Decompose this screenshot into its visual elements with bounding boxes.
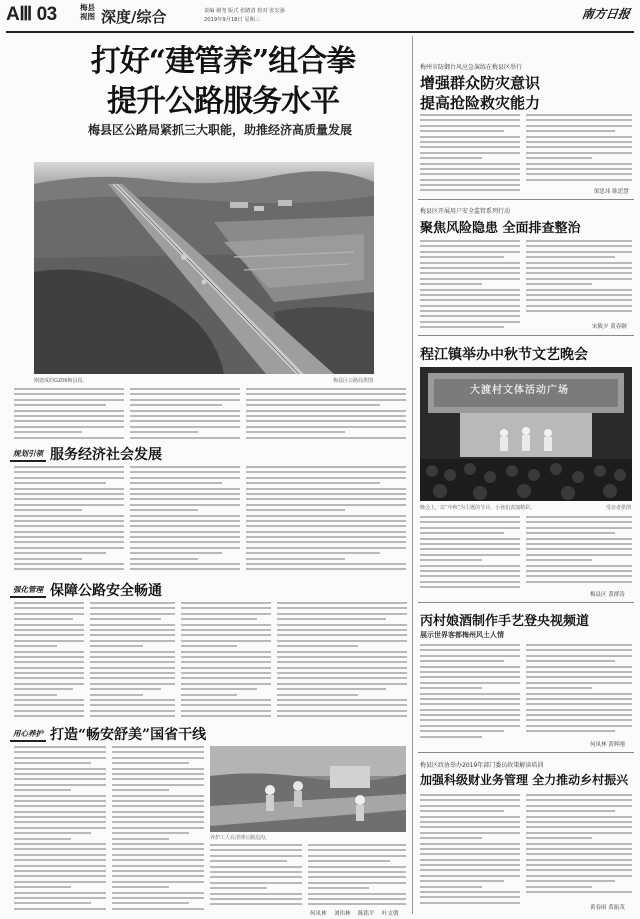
story1-kicker: 梅州市防御台风应急演练在梅县区举行 [420, 64, 523, 71]
section-tag-2: 强化管理 [10, 583, 46, 598]
lead-body-col-3 [246, 388, 406, 440]
editor-credits: 责编 谢尧 版式 张踏清 校对 张宏强 [204, 8, 285, 14]
lead-body-col-2 [130, 388, 240, 440]
section2-col-1 [14, 602, 84, 720]
section1-col-2 [130, 466, 240, 576]
section2-col-2 [90, 602, 175, 720]
section-title-2: 保障公路安全畅通 [50, 583, 162, 599]
story2-byline: 宋筱夕 黄春颢 [592, 324, 627, 330]
section3-col-3 [210, 844, 302, 906]
section-label: 深度/综合 [101, 8, 167, 26]
footer-byline-1: 何凤林 [310, 911, 327, 917]
section-head-3 [10, 724, 206, 744]
maintenance-photo [210, 746, 406, 832]
lead-headline-line1: 打好“建管养”组合拳 [90, 44, 356, 79]
lead-photo-highway [34, 162, 374, 374]
edition-label: 梅县视图 [80, 3, 95, 21]
road-workers-image [210, 746, 406, 832]
story3-divider [418, 602, 634, 603]
stage-banner-text: 大渡村文体活动广场 [470, 385, 569, 396]
story2-col-1 [420, 240, 520, 330]
story4-divider [418, 752, 634, 753]
story5-col-1 [420, 794, 520, 906]
story2-divider [418, 335, 634, 336]
story1-byline: 梁思玮 陈思慧 [594, 189, 629, 195]
lead-photo-credit: 梅县区公路局供图 [333, 378, 374, 384]
footer-byline-2: 刘伟林 [334, 911, 351, 917]
story1-col-2 [526, 114, 632, 186]
story5-title: 加强科级财业务管理 全力推动乡村振兴 [420, 773, 629, 787]
story4-subtitle: 展示世界客都梅州风土人情 [420, 631, 504, 639]
story2-kicker: 梅县区开展用户安全监管系列行动 [420, 208, 511, 215]
story3-col-1 [420, 516, 520, 592]
story3-photo-caption: 晚会上，以“中秋”为主题的节目，小孩们表演精彩。 [420, 505, 536, 511]
footer-byline-3: 陈铭平 [358, 911, 375, 917]
section-tag-3: 用心养护 [10, 727, 46, 742]
story1-divider [418, 199, 634, 200]
highway-aerial-image [34, 162, 374, 374]
story5-byline: 黄春雨 黄振茂 [590, 905, 625, 911]
story3-title: 程江镇举办中秋节文艺晚会 [420, 347, 588, 363]
paper-logo: 南方日报 [580, 7, 631, 21]
story2-col-2 [526, 240, 632, 316]
section2-col-3 [181, 602, 271, 720]
section-head-2 [10, 580, 162, 600]
footer-byline-4: 叶文朝 [382, 911, 399, 917]
section-tag-1: 规划引领 [10, 447, 46, 462]
story3-col-2 [526, 516, 632, 586]
section3-col-1 [14, 746, 106, 914]
story4-col-1 [420, 644, 520, 742]
story5-kicker: 梅县区政协举办2019年部门委员政策解读培训 [420, 762, 544, 769]
story4-title: 丙村娘酒制作手艺登央视频道 [420, 614, 590, 629]
maintenance-photo-caption: 养护工人在清理公路边沟。 [210, 835, 271, 841]
section-head-1 [10, 444, 162, 464]
column-divider [412, 36, 413, 914]
section-title-1: 服务经济社会发展 [50, 447, 162, 463]
story1-title-line1: 增强群众防灾意识 [420, 74, 541, 92]
lead-headline-line2: 提升公路服务水平 [107, 84, 339, 119]
story4-byline: 何凤林 黄辉刚 [590, 742, 625, 748]
story4-col-2 [526, 644, 632, 736]
section-title-3: 打造“畅安舒美”国省干线 [50, 727, 207, 743]
masthead [0, 0, 640, 30]
story3-byline: 梅县区 黄群涛 [590, 592, 625, 598]
section1-col-3 [246, 466, 406, 576]
masthead-rule [6, 31, 634, 33]
lead-subhead: 梅县区公路局紧抓三大职能，助推经济高质量发展 [87, 123, 352, 137]
lead-body-col-1 [14, 388, 124, 440]
section2-col-4 [277, 602, 407, 720]
story1-col-1 [420, 114, 520, 194]
lead-photo-caption: 刚建成的G206梅县段。 [34, 378, 88, 384]
story3-photo [420, 367, 632, 501]
story5-col-2 [526, 794, 632, 898]
story3-photo-credit: 受访者供图 [606, 505, 632, 511]
section1-col-1 [14, 466, 124, 576]
section3-col-4 [308, 844, 406, 906]
section3-col-2 [112, 746, 204, 914]
story1-title-line2: 提高抢险救灾能力 [420, 94, 541, 112]
page-code: AⅢ 03 [6, 4, 57, 25]
story2-title: 聚焦风险隐患 全面排查整治 [420, 221, 581, 236]
issue-date: 2019年9月18日 星期三 [204, 17, 260, 23]
